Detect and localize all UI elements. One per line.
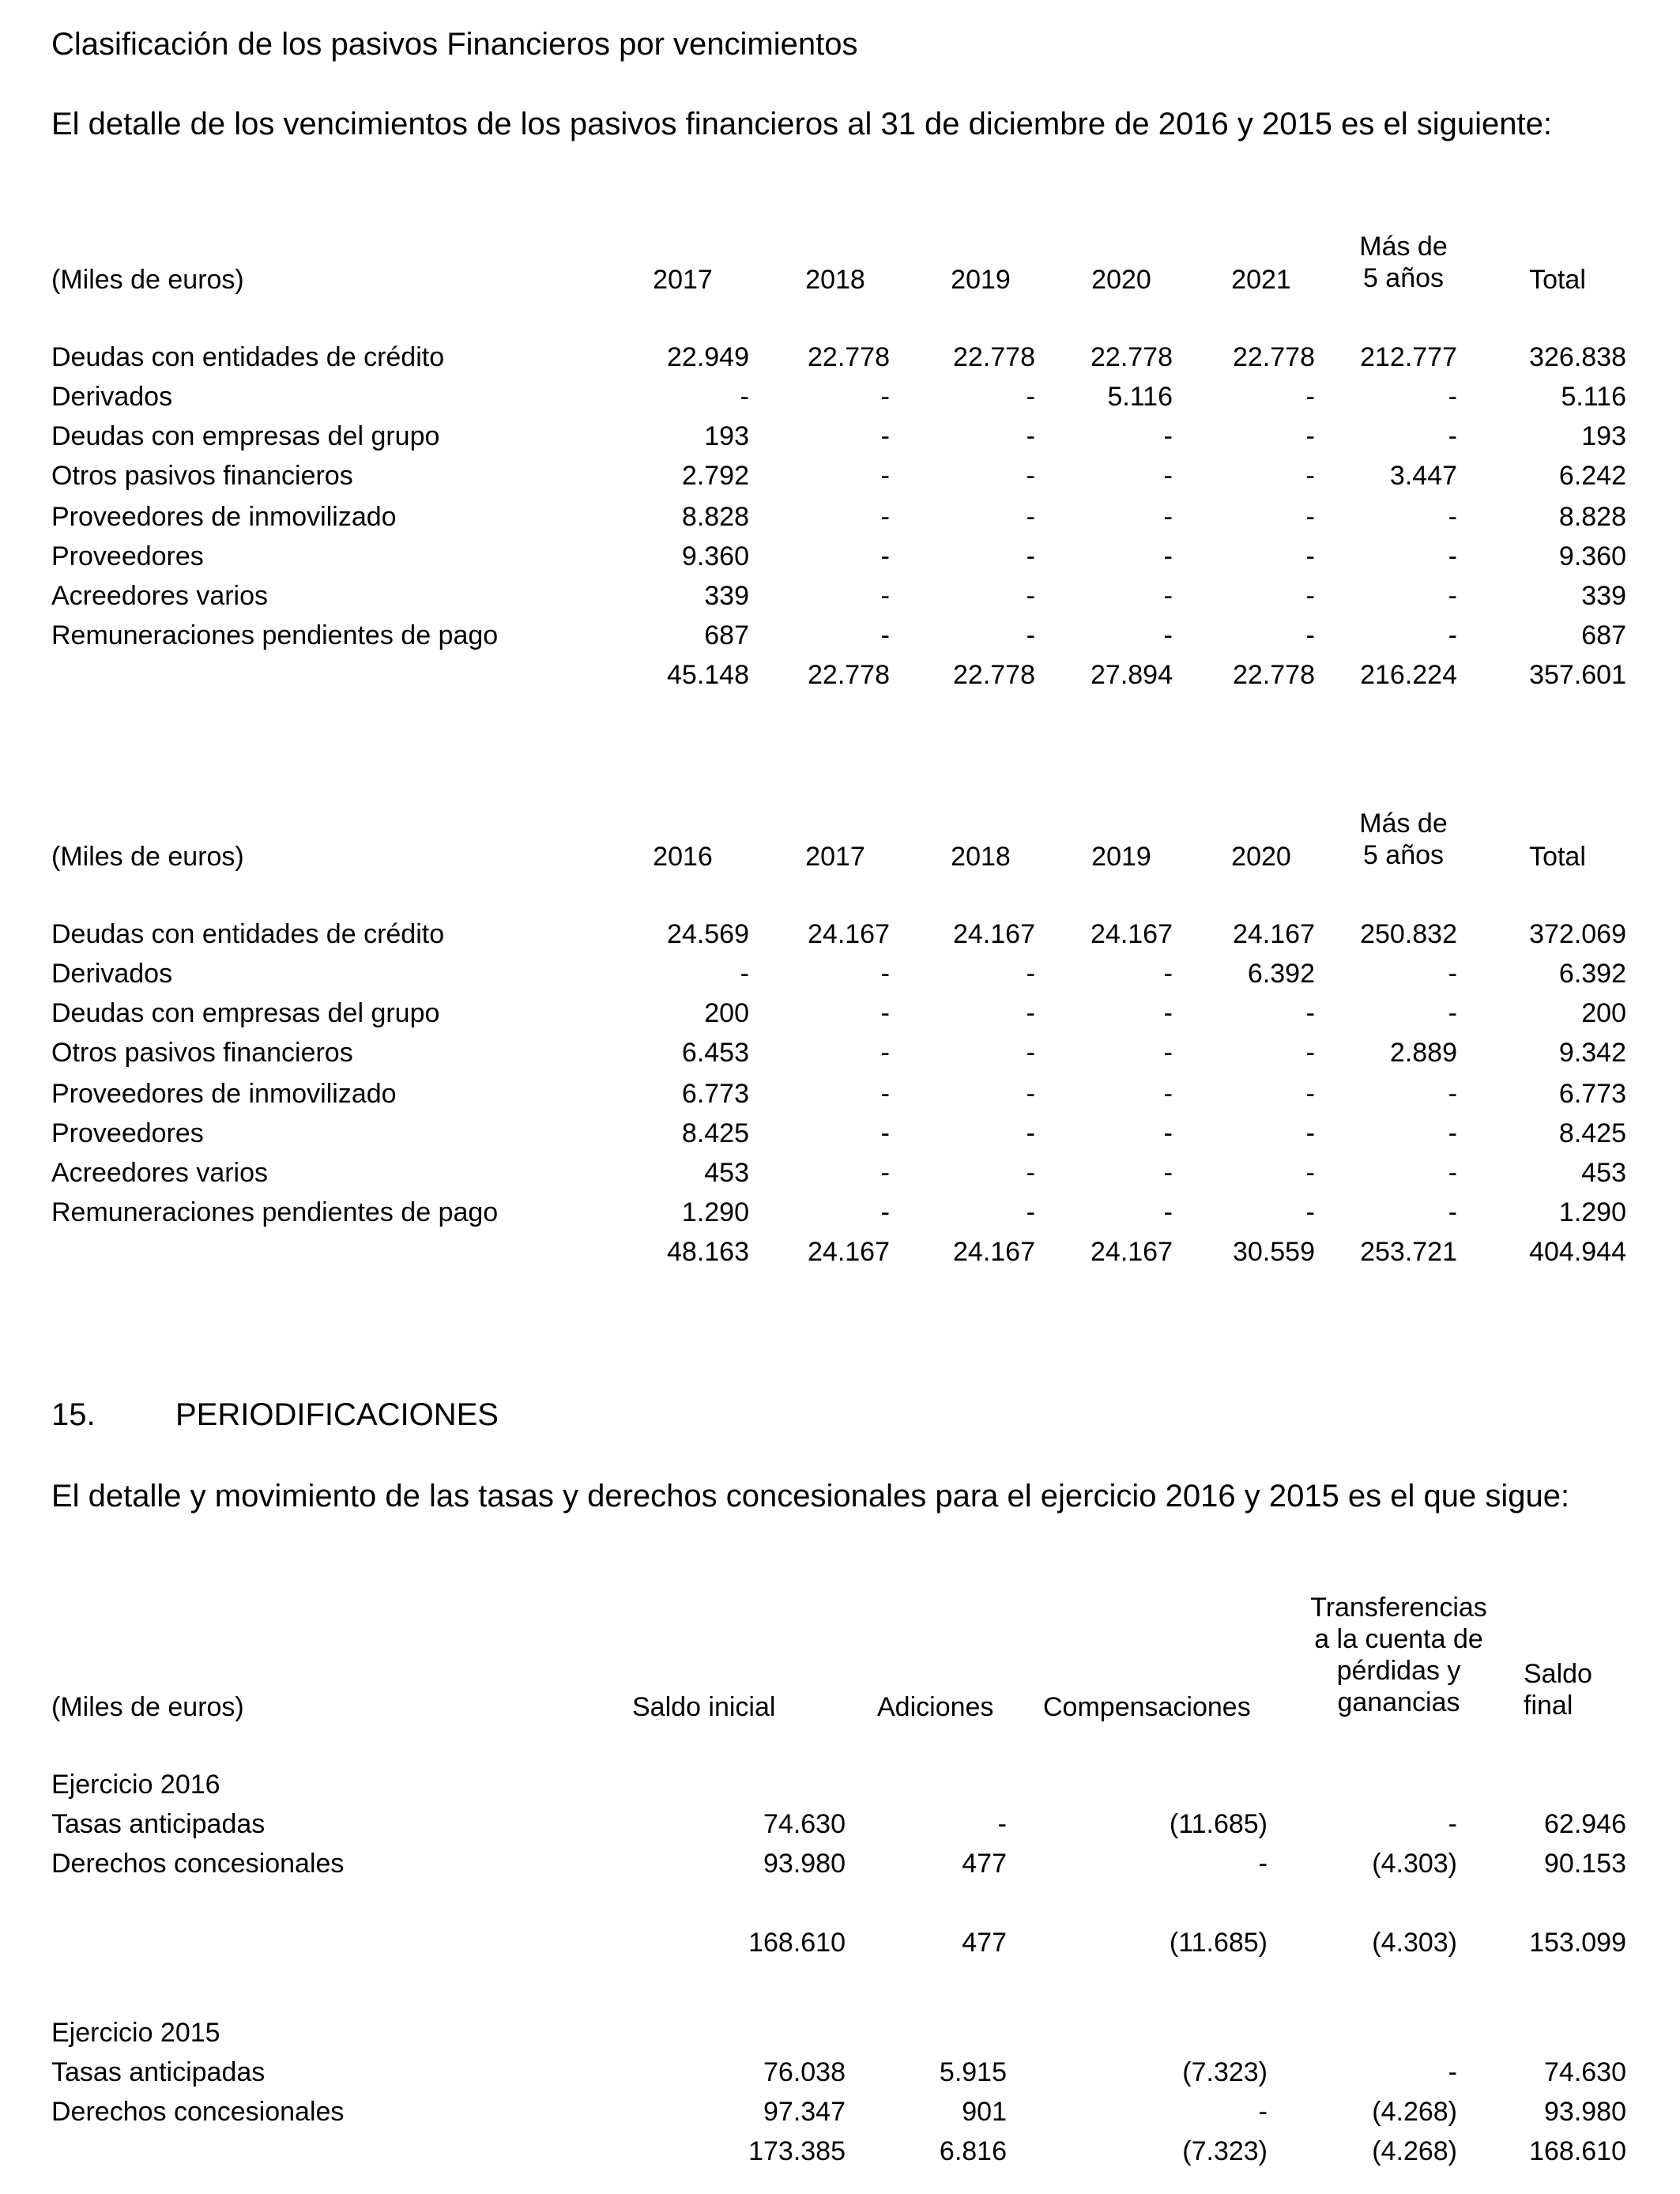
cell-value: - [1163, 1038, 1173, 1068]
cell-value: 8.828 [681, 502, 749, 532]
cell-value: 62.946 [1544, 1809, 1626, 1839]
cell-value: - [880, 1079, 890, 1109]
cell-value: (4.303) [1372, 1849, 1457, 1879]
cell-value: (7.323) [1182, 2057, 1268, 2087]
cell-value: - [1026, 959, 1035, 989]
row-label: Remuneraciones pendientes de pago [51, 620, 499, 650]
cell-value: 477 [962, 1849, 1007, 1879]
row-label: Proveedores de inmovilizado [51, 1079, 397, 1109]
cell-value: - [1305, 998, 1315, 1028]
cell-value: - [880, 421, 890, 451]
column-header: 2018 [805, 265, 865, 295]
total-value: 6.816 [939, 2136, 1007, 2166]
total-value: 168.610 [748, 1928, 846, 1958]
cell-value: - [1026, 1118, 1035, 1148]
cell-value: 687 [1581, 620, 1626, 650]
group-title: Ejercicio 2015 [51, 2018, 220, 2048]
total-value: 153.099 [1529, 1928, 1626, 1958]
cell-value: 24.167 [1090, 919, 1173, 949]
column-header: 2019 [1091, 842, 1151, 872]
total-value: 24.167 [808, 1237, 890, 1267]
cell-value: - [1305, 1079, 1315, 1109]
row-label: Otros pasivos financieros [51, 1038, 353, 1068]
cell-value: - [1305, 1197, 1315, 1227]
column-header: Adiciones [877, 1692, 994, 1722]
cell-value: - [880, 502, 890, 532]
cell-value: - [1026, 502, 1035, 532]
cell-value: - [880, 541, 890, 571]
column-header: 2021 [1231, 265, 1291, 295]
column-header: 2020 [1231, 842, 1291, 872]
cell-value: - [1305, 541, 1315, 571]
cell-value: - [880, 461, 890, 491]
cell-value: 3.447 [1389, 461, 1457, 491]
cell-value: - [1163, 1118, 1173, 1148]
total-value: 48.163 [667, 1237, 749, 1267]
cell-value: - [880, 382, 890, 412]
column-header: 2017 [653, 265, 713, 295]
total-value: 357.601 [1529, 660, 1626, 690]
cell-value: 1.290 [681, 1197, 749, 1227]
cell-value: - [1448, 620, 1457, 650]
row-label: Deudas con empresas del grupo [51, 421, 440, 451]
cell-value: 5.915 [939, 2057, 1007, 2087]
cell-value: 22.949 [667, 342, 749, 372]
cell-value: 97.347 [763, 2097, 846, 2127]
column-header: Total [1529, 265, 1586, 295]
cell-value: - [880, 1038, 890, 1068]
cell-value: 193 [1581, 421, 1626, 451]
cell-value: - [1026, 461, 1035, 491]
row-label: Acreedores varios [51, 1158, 269, 1188]
column-header: Más de 5 años [1359, 809, 1448, 870]
cell-value: 93.980 [1544, 2097, 1626, 2127]
cell-value: - [1258, 2097, 1268, 2127]
total-value: (4.268) [1372, 2136, 1457, 2166]
cell-value: 6.453 [681, 1038, 749, 1068]
cell-value: 6.392 [1558, 959, 1626, 989]
cell-value: - [880, 620, 890, 650]
page-heading: Clasificación de los pasivos Financieros por vencimientos [51, 27, 858, 62]
cell-value: 76.038 [763, 2057, 846, 2087]
cell-value: 901 [962, 2097, 1007, 2127]
total-value: 477 [962, 1928, 1007, 1958]
total-value: 404.944 [1529, 1237, 1626, 1267]
cell-value: - [1026, 382, 1035, 412]
cell-value: 74.630 [763, 1809, 846, 1839]
cell-value: 9.360 [1558, 541, 1626, 571]
cell-value: - [1163, 959, 1173, 989]
total-value: 173.385 [748, 2136, 846, 2166]
cell-value: 22.778 [1233, 342, 1315, 372]
cell-value: 8.828 [1558, 502, 1626, 532]
cell-value: 5.116 [1107, 382, 1173, 412]
cell-value: 8.425 [1558, 1118, 1626, 1148]
cell-value: - [1163, 541, 1173, 571]
total-value: 253.721 [1360, 1237, 1457, 1267]
cell-value: 90.153 [1544, 1849, 1626, 1879]
cell-value: (11.685) [1169, 1809, 1268, 1839]
total-value: 45.148 [667, 660, 749, 690]
cell-value: - [1163, 421, 1173, 451]
row-label: Otros pasivos financieros [51, 461, 353, 491]
cell-value: 74.630 [1544, 2057, 1626, 2087]
cell-value: 22.778 [953, 342, 1035, 372]
cell-value: - [1448, 998, 1457, 1028]
cell-value: 2.792 [681, 461, 749, 491]
column-header: 2018 [951, 842, 1011, 872]
cell-value: 200 [1581, 998, 1626, 1028]
cell-value: 6.773 [681, 1079, 749, 1109]
cell-value: - [1163, 581, 1173, 611]
section-title: PERIODIFICACIONES [175, 1397, 499, 1432]
row-label: Deudas con empresas del grupo [51, 998, 440, 1028]
cell-value: 339 [1581, 581, 1626, 611]
cell-value: - [1305, 620, 1315, 650]
total-value: 216.224 [1360, 660, 1457, 690]
table-unit-label: (Miles de euros) [51, 265, 244, 295]
intro-paragraph: El detalle de los vencimientos de los pasivos financieros al 31 de diciembre de 2016 y 2015 es el siguiente: [51, 107, 1552, 141]
cell-value: - [1305, 1158, 1315, 1188]
total-value: 30.559 [1233, 1237, 1315, 1267]
cell-value: - [880, 998, 890, 1028]
total-value: (11.685) [1169, 1928, 1268, 1958]
row-label: Tasas anticipadas [51, 1809, 266, 1839]
group-title: Ejercicio 2016 [51, 1770, 220, 1800]
cell-value: 24.569 [667, 919, 749, 949]
cell-value: - [1026, 541, 1035, 571]
row-label: Tasas anticipadas [51, 2057, 266, 2087]
cell-value: 8.425 [681, 1118, 749, 1148]
cell-value: - [1305, 1038, 1315, 1068]
cell-value: - [1163, 998, 1173, 1028]
cell-value: 687 [704, 620, 749, 650]
row-label: Proveedores [51, 1118, 204, 1148]
cell-value: 9.360 [681, 541, 749, 571]
cell-value: - [1026, 1197, 1035, 1227]
cell-value: - [1163, 502, 1173, 532]
row-label: Proveedores de inmovilizado [51, 502, 397, 532]
cell-value: 200 [704, 998, 749, 1028]
cell-value: - [1305, 461, 1315, 491]
total-value: 22.778 [1233, 660, 1315, 690]
cell-value: - [880, 581, 890, 611]
cell-value: - [1026, 581, 1035, 611]
cell-value: 453 [1581, 1158, 1626, 1188]
total-value: 22.778 [808, 660, 890, 690]
cell-value: 372.069 [1529, 919, 1626, 949]
cell-value: - [1448, 1079, 1457, 1109]
cell-value: - [1163, 620, 1173, 650]
total-value: 168.610 [1529, 2136, 1626, 2166]
column-header: 2016 [653, 842, 713, 872]
cell-value: - [880, 1197, 890, 1227]
cell-value: - [740, 959, 749, 989]
cell-value: - [880, 959, 890, 989]
cell-value: - [1305, 1118, 1315, 1148]
total-value: (7.323) [1182, 2136, 1268, 2166]
cell-value: - [1026, 1079, 1035, 1109]
cell-value: 193 [704, 421, 749, 451]
column-header: Saldo final [1524, 1659, 1592, 1721]
cell-value: - [1448, 502, 1457, 532]
row-label: Remuneraciones pendientes de pago [51, 1197, 499, 1227]
cell-value: - [1163, 1079, 1173, 1109]
cell-value: - [1448, 1809, 1457, 1839]
cell-value: - [1448, 541, 1457, 571]
row-label: Deudas con entidades de crédito [51, 919, 445, 949]
cell-value: 9.342 [1558, 1038, 1626, 1068]
cell-value: - [1163, 1158, 1173, 1188]
cell-value: - [1026, 421, 1035, 451]
cell-value: 250.832 [1360, 919, 1457, 949]
cell-value: (4.268) [1372, 2097, 1457, 2127]
total-value: 27.894 [1090, 660, 1173, 690]
cell-value: - [1305, 502, 1315, 532]
cell-value: - [1026, 998, 1035, 1028]
cell-value: - [1448, 959, 1457, 989]
row-label: Acreedores varios [51, 581, 269, 611]
cell-value: 24.167 [1233, 919, 1315, 949]
table-unit-label: (Miles de euros) [51, 842, 244, 872]
cell-value: - [1026, 1038, 1035, 1068]
cell-value: - [1026, 1158, 1035, 1188]
cell-value: - [1448, 1158, 1457, 1188]
total-value: 24.167 [1090, 1237, 1173, 1267]
cell-value: 24.167 [808, 919, 890, 949]
total-value: (4.303) [1372, 1928, 1457, 1958]
cell-value: 5.116 [1561, 382, 1626, 412]
cell-value: 1.290 [1558, 1197, 1626, 1227]
column-header: Más de 5 años [1359, 232, 1448, 293]
cell-value: - [1448, 421, 1457, 451]
column-header: Compensaciones [1043, 1692, 1251, 1722]
total-value: 24.167 [953, 1237, 1035, 1267]
column-header: 2019 [951, 265, 1011, 295]
cell-value: 24.167 [953, 919, 1035, 949]
cell-value: - [1305, 581, 1315, 611]
cell-value: 22.778 [1090, 342, 1173, 372]
cell-value: 6.773 [1558, 1079, 1626, 1109]
cell-value: - [1448, 1197, 1457, 1227]
cell-value: - [1448, 2057, 1457, 2087]
cell-value: - [1163, 461, 1173, 491]
cell-value: 6.242 [1558, 461, 1626, 491]
cell-value: - [880, 1158, 890, 1188]
cell-value: 6.392 [1247, 959, 1315, 989]
cell-value: 453 [704, 1158, 749, 1188]
cell-value: 93.980 [763, 1849, 846, 1879]
column-header: 2017 [805, 842, 865, 872]
cell-value: - [997, 1809, 1007, 1839]
column-header: Transferencias a la cuenta de pérdidas y ganancias [1310, 1593, 1487, 1717]
cell-value: - [1448, 581, 1457, 611]
cell-value: 326.838 [1529, 342, 1626, 372]
cell-value: 339 [704, 581, 749, 611]
cell-value: 22.778 [808, 342, 890, 372]
table-unit-label: (Miles de euros) [51, 1692, 244, 1722]
cell-value: 212.777 [1360, 342, 1457, 372]
row-label: Derechos concesionales [51, 1849, 345, 1879]
cell-value: - [1448, 382, 1457, 412]
section-intro-paragraph: El detalle y movimiento de las tasas y derechos concesionales para el ejercicio 2016 y 2015 es el que sigue: [51, 1479, 1570, 1514]
cell-value: - [1258, 1849, 1268, 1879]
total-value: 22.778 [953, 660, 1035, 690]
cell-value: - [1305, 382, 1315, 412]
column-header: Saldo inicial [632, 1692, 776, 1722]
row-label: Derivados [51, 382, 173, 412]
cell-value: - [1448, 1118, 1457, 1148]
section-number: 15. [51, 1397, 96, 1432]
cell-value: - [1163, 1197, 1173, 1227]
row-label: Derechos concesionales [51, 2097, 345, 2127]
row-label: Proveedores [51, 541, 204, 571]
cell-value: - [880, 1118, 890, 1148]
cell-value: - [740, 382, 749, 412]
row-label: Deudas con entidades de crédito [51, 342, 445, 372]
cell-value: 2.889 [1389, 1038, 1457, 1068]
cell-value: - [1305, 421, 1315, 451]
row-label: Derivados [51, 959, 173, 989]
column-header: 2020 [1091, 265, 1151, 295]
cell-value: - [1026, 620, 1035, 650]
column-header: Total [1529, 842, 1586, 872]
